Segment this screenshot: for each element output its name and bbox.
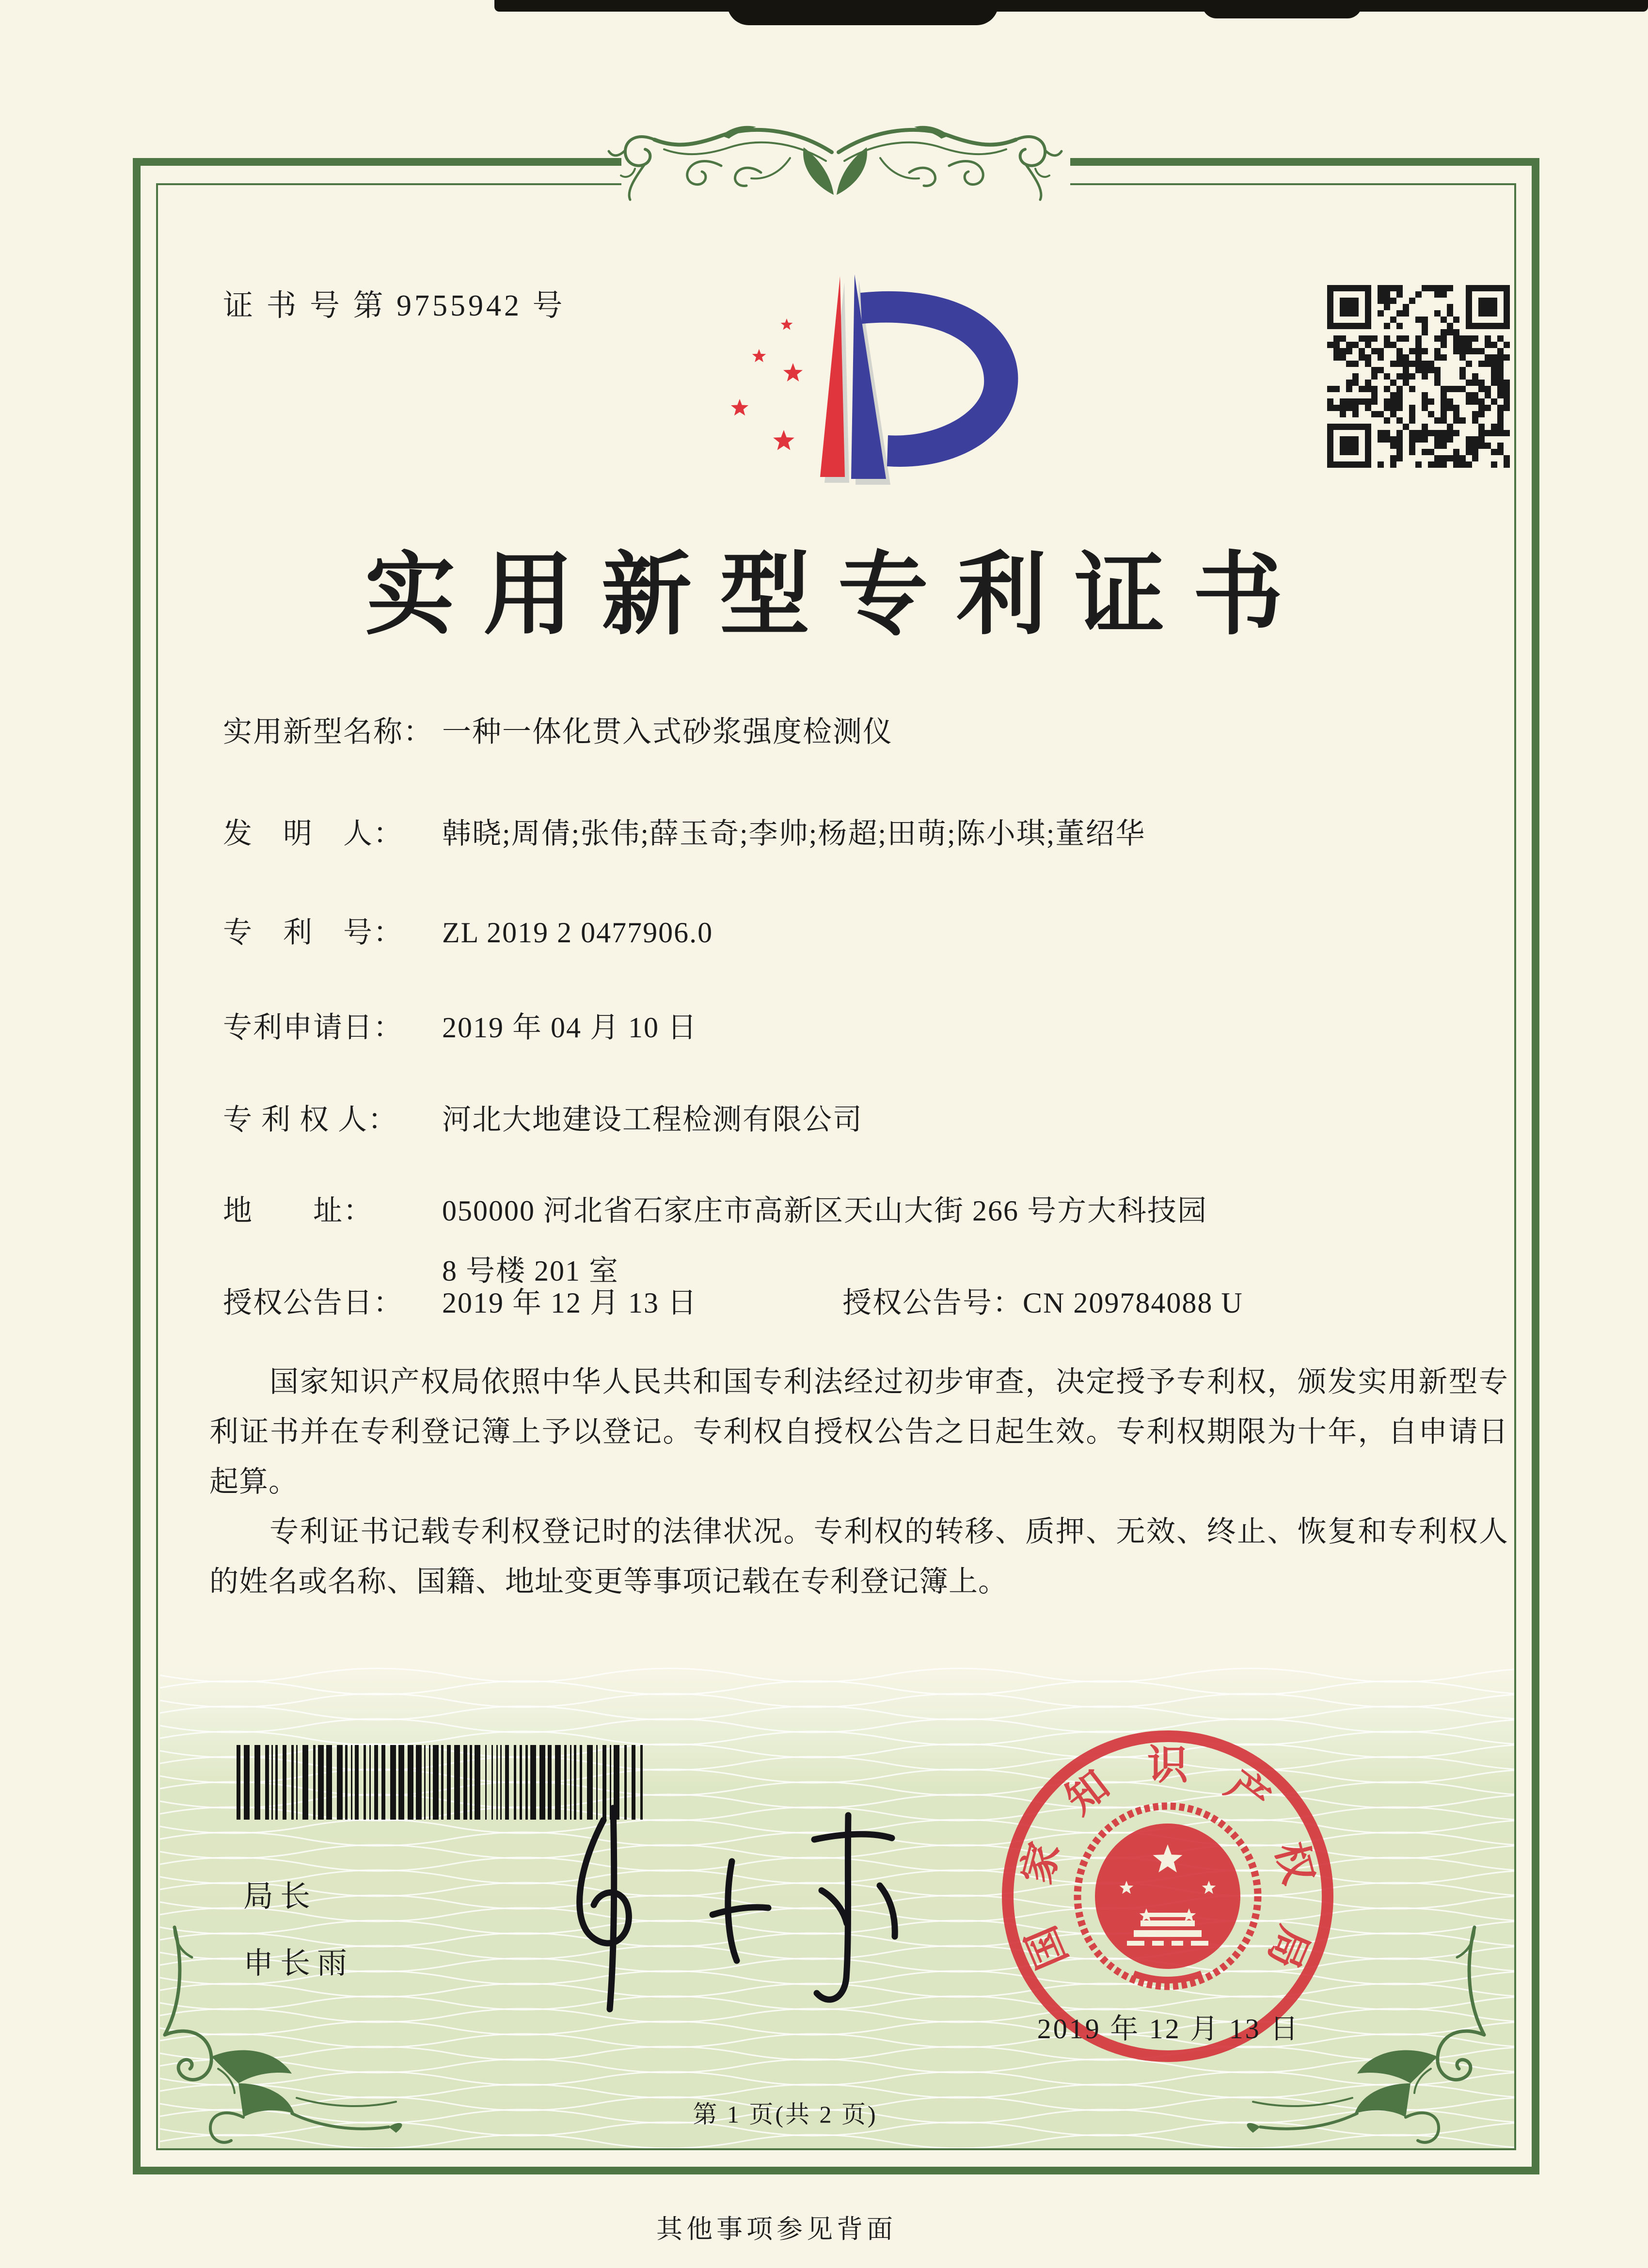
field-row-grant bbox=[223, 1280, 1507, 1321]
svg-text:知: 知 bbox=[1058, 1762, 1118, 1824]
field-label: 专 利 号： bbox=[223, 917, 403, 949]
certificate-number: 证 书 号 第 9755942 号 bbox=[223, 289, 566, 322]
field-label: 实用新型名称： bbox=[223, 716, 433, 748]
field-value: 2019 年 12 月 13 日 bbox=[442, 1287, 697, 1319]
svg-text:识: 识 bbox=[1147, 1743, 1188, 1788]
svg-text:局: 局 bbox=[1259, 1919, 1317, 1975]
signature-handwriting bbox=[504, 1793, 902, 2021]
svg-text:国: 国 bbox=[1018, 1919, 1077, 1975]
director-title: 局长 bbox=[243, 1880, 317, 1913]
legal-text bbox=[209, 1357, 1508, 1607]
field-value: 一种一体化贯入式砂浆强度检测仪 bbox=[442, 716, 893, 748]
svg-text:权: 权 bbox=[1267, 1838, 1321, 1889]
director-name: 申长雨 bbox=[243, 1947, 354, 1980]
field-label: 专利申请日： bbox=[223, 1012, 403, 1044]
page-number: 第 1 页(共 2 页) bbox=[693, 2101, 878, 2128]
field-row-inventors bbox=[223, 810, 1507, 852]
field-label: 授权公告号： bbox=[842, 1287, 1023, 1319]
grant-number-pair bbox=[842, 1280, 1243, 1321]
field-label: 专 利 权 人： bbox=[223, 1104, 398, 1136]
field-label: 授权公告日： bbox=[223, 1287, 403, 1319]
svg-text:家: 家 bbox=[1014, 1838, 1068, 1889]
qr-code bbox=[1327, 285, 1510, 468]
field-value: 韩晓;周倩;张伟;薛玉奇;李帅;杨超;田萌;陈小琪;董绍华 bbox=[442, 818, 1146, 850]
footer-note: 其他事项参见背面 bbox=[656, 2215, 897, 2244]
field-row-address bbox=[223, 1188, 1507, 1289]
field-value: 050000 河北省石家庄市高新区天山大街 266 号方大科技园 bbox=[442, 1195, 1207, 1227]
field-value: CN 209784088 U bbox=[1023, 1287, 1243, 1319]
field-label: 地 址： bbox=[223, 1195, 373, 1227]
seal-date: 2019 年 12 月 13 日 bbox=[1037, 2013, 1300, 2045]
svg-text:产: 产 bbox=[1217, 1762, 1278, 1824]
field-value: 2019 年 04 月 10 日 bbox=[442, 1012, 697, 1044]
scan-artifact-blob bbox=[1202, 0, 1362, 18]
cnipa-logo-icon bbox=[693, 268, 1032, 486]
scan-artifact-blob bbox=[727, 0, 998, 25]
legal-paragraph-2: 专利证书记载专利权登记时的法律状况。专利权的转移、质押、无效、终止、恢复和专利权人的姓名或名称、国籍、地址变更等事项记载在专利登记簿上。 bbox=[209, 1516, 1508, 1598]
certificate-title: 实用新型专利证书 bbox=[364, 546, 1311, 646]
field-value: ZL 2019 2 0477906.0 bbox=[442, 917, 713, 949]
field-row-patentee bbox=[223, 1096, 1507, 1138]
scan-artifact-strip bbox=[494, 0, 1648, 12]
legal-paragraph-1: 国家知识产权局依照中华人民共和国专利法经过初步审查，决定授予专利权，颁发实用新型专利证书并在专利登记簿上予以登记。专利权自授权公告之日起生效。专利权期限为十年，自申请日起算。 bbox=[209, 1366, 1508, 1498]
field-value-line2: 8 号楼 201 室 bbox=[442, 1255, 619, 1287]
field-value: 河北大地建设工程检测有限公司 bbox=[442, 1104, 863, 1136]
logo-blue-p bbox=[860, 291, 1018, 467]
field-row-patent-number bbox=[223, 909, 1507, 951]
logo-red-wedge bbox=[820, 276, 845, 477]
field-row-filing-date bbox=[223, 1004, 1507, 1046]
field-row-name bbox=[223, 709, 1507, 750]
field-label: 发 明 人： bbox=[223, 818, 403, 850]
dragon-scroll-ornament-icon bbox=[605, 117, 1065, 205]
